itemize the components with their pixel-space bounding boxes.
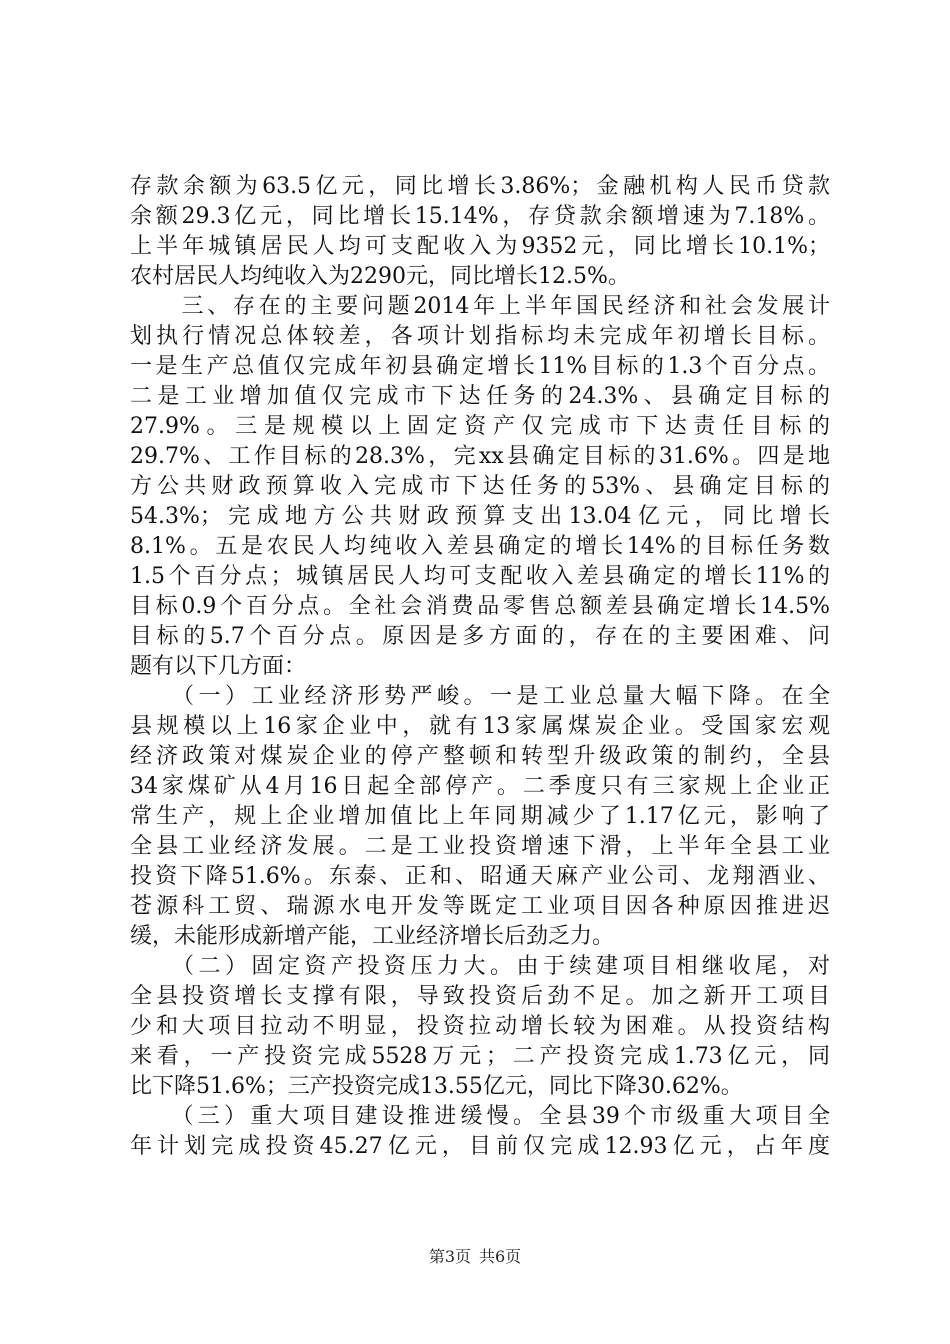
text-line: 年计划完成投资45.27亿元，目前仅完成12.93亿元，占年度 xyxy=(130,1134,830,1159)
text-line: （三）重大项目建设推进缓慢。全县39个市级重大项目全 xyxy=(130,1104,830,1129)
text-line: 缓，未能形成新增产能，工业经济增长后劲乏力。 xyxy=(130,924,615,949)
text-line: 常生产，规上企业增加值比上年同期减少了1.17亿元，影响了 xyxy=(130,804,830,829)
text-line: 比下降51.6%；三产投资完成13.55亿元，同比下降30.62%。 xyxy=(130,1074,743,1099)
text-line: 34家煤矿从4月16日起全部停产。二季度只有三家规上企业正 xyxy=(130,774,830,799)
text-line: 三、存在的主要问题2014年上半年国民经济和社会发展计 xyxy=(130,294,830,319)
document-body xyxy=(130,172,830,1162)
text-line: 全县工业经济发展。二是工业投资增速下滑，上半年全县工业 xyxy=(130,834,830,859)
text-line: 29.7%、工作目标的28.3%，完xx县确定目标的31.6%。四是地 xyxy=(130,444,830,469)
text-line: 方公共财政预算收入完成市下达任务的53%、县确定目标的 xyxy=(130,474,830,499)
text-line: 1.5个百分点；城镇居民人均可支配收入差县确定的增长11%的 xyxy=(130,564,830,589)
text-line: 上半年城镇居民人均可支配收入为9352元，同比增长10.1%； xyxy=(130,234,830,259)
text-line: 苍源科工贸、瑞源水电开发等既定工业项目因各种原因推进迟 xyxy=(130,894,830,919)
text-line: 54.3%；完成地方公共财政预算支出13.04亿元，同比增长 xyxy=(130,504,830,529)
text-line: 农村居民人均纯收入为2290元，同比增长12.5%。 xyxy=(130,264,630,289)
text-line: 目标的5.7个百分点。原因是多方面的，存在的主要困难、问 xyxy=(130,624,830,649)
page-footer xyxy=(0,1244,950,1267)
text-line: 全县投资增长支撑有限，导致投资后劲不足。加之新开工项目 xyxy=(130,984,830,1009)
text-line: （一）工业经济形势严峻。一是工业总量大幅下降。在全 xyxy=(130,684,830,709)
text-line: 余额29.3亿元，同比增长15.14%，存贷款余额增速为7.18%。 xyxy=(130,204,830,229)
text-line: 存款余额为63.5亿元，同比增长3.86%；金融机构人民币贷款 xyxy=(130,174,830,199)
text-line: 投资下降51.6%。东泰、正和、昭通天麻产业公司、龙翔酒业、 xyxy=(130,864,830,889)
text-line: 题有以下几方面： xyxy=(130,654,307,679)
text-line: 一是生产总值仅完成年初县确定增长11%目标的1.3个百分点。 xyxy=(130,354,830,379)
text-line: 二是工业增加值仅完成市下达任务的24.3%、县确定目标的 xyxy=(130,384,830,409)
text-line: 划执行情况总体较差，各项计划指标均未完成年初增长目标。 xyxy=(130,324,830,349)
text-line: 少和大项目拉动不明显，投资拉动增长较为困难。从投资结构 xyxy=(130,1014,830,1039)
text-line: 县规模以上16家企业中，就有13家属煤炭企业。受国家宏观 xyxy=(130,714,830,739)
page-number: 第3页 xyxy=(428,1247,471,1266)
text-line: 27.9%。三是规模以上固定资产仅完成市下达责任目标的 xyxy=(130,414,830,439)
page-total: 共6页 xyxy=(479,1247,522,1266)
text-line: 8.1%。五是农民人均纯收入差县确定的增长14%的目标任务数 xyxy=(130,534,830,559)
text-line: 目标0.9个百分点。全社会消费品零售总额差县确定增长14.5% xyxy=(130,594,830,619)
text-line: 经济政策对煤炭企业的停产整顿和转型升级政策的制约，全县 xyxy=(130,744,830,769)
text-line: （二）固定资产投资压力大。由于续建项目相继收尾，对 xyxy=(130,954,830,979)
text-line: 来看，一产投资完成5528万元；二产投资完成1.73亿元，同 xyxy=(130,1044,830,1069)
